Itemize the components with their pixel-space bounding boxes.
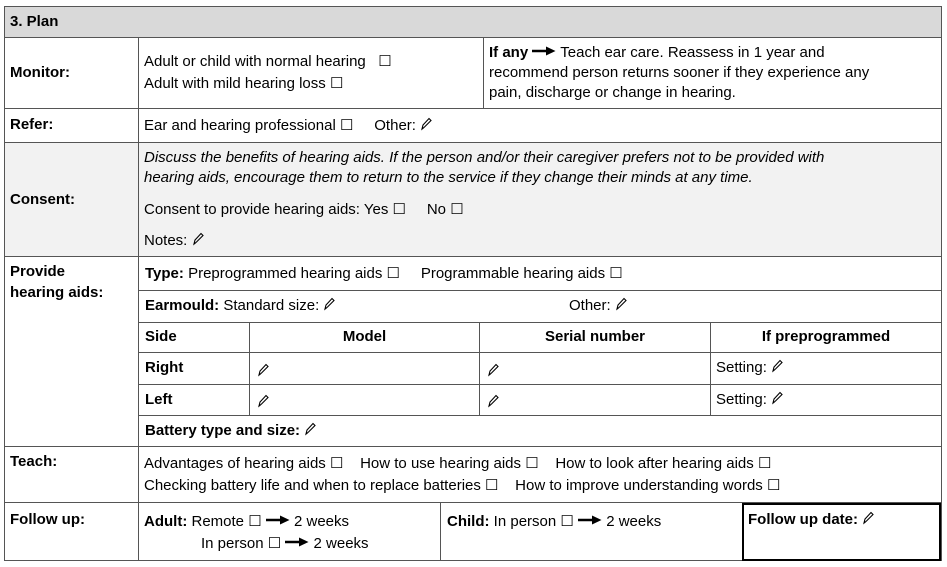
right-setting: Setting: <box>716 359 783 377</box>
pencil-icon[interactable] <box>487 394 499 408</box>
checkbox[interactable]: ☐ <box>766 477 781 494</box>
pencil-icon[interactable] <box>304 422 316 436</box>
checkbox[interactable]: ☐ <box>386 265 400 282</box>
consent-note-line2: hearing aids, encourage them to return to the service if they change their minds at any time. <box>144 169 753 186</box>
checkbox[interactable]: ☐ <box>329 455 344 472</box>
monitor-label: Monitor: <box>10 64 70 81</box>
pencil-icon[interactable] <box>323 297 335 311</box>
checkbox[interactable]: ☐ <box>248 513 262 530</box>
refer-options: Ear and hearing professional ☐ Other: <box>144 117 432 135</box>
right-arrow-icon <box>578 515 602 525</box>
follow-up-label: Follow up: <box>10 511 85 528</box>
checkbox[interactable]: ☐ <box>560 513 574 530</box>
checkbox[interactable]: ☐ <box>267 535 282 552</box>
earmould-row: Earmould: Standard size: <box>145 297 335 315</box>
column-header-if-preprogrammed: If preprogrammed <box>761 328 891 345</box>
right-arrow-icon <box>266 515 290 525</box>
checkbox-yes[interactable]: ☐ <box>392 201 406 218</box>
column-header-side: Side <box>145 328 177 345</box>
row-side-right: Right <box>145 359 184 376</box>
monitor-option-normal-hearing: Adult or child with normal hearing ☐ <box>144 53 392 70</box>
consent-question: Consent to provide hearing aids: Yes ☐ No ☐ <box>144 201 464 218</box>
monitor-if-any-line1: If any Teach ear care. Reassess in 1 year and <box>489 44 825 61</box>
pencil-icon[interactable] <box>771 359 783 373</box>
left-setting: Setting: <box>716 391 783 409</box>
follow-up-date: Follow up date: <box>748 511 874 529</box>
follow-up-adult-in-person: In person ☐ 2 weeks <box>201 535 369 552</box>
pencil-icon[interactable] <box>257 394 269 408</box>
row-side-left: Left <box>145 391 173 408</box>
column-header-serial-number: Serial number <box>544 328 646 345</box>
checkbox-no[interactable]: ☐ <box>450 201 464 218</box>
teach-line2: Checking battery life and when to replace batteries ☐ How to improve understanding words ☐ <box>144 477 781 494</box>
checkbox[interactable]: ☐ <box>339 117 354 134</box>
battery-row: Battery type and size: <box>145 422 316 440</box>
pencil-icon[interactable] <box>771 391 783 405</box>
checkbox[interactable]: ☐ <box>329 75 344 92</box>
pencil-icon[interactable] <box>862 511 874 525</box>
refer-label: Refer: <box>10 116 54 133</box>
teach-line1: Advantages of hearing aids ☐ How to use hearing aids ☐ How to look after hearing aids ☐ <box>144 455 772 472</box>
pencil-icon[interactable] <box>257 363 269 377</box>
follow-up-adult-remote: Adult: Remote ☐ 2 weeks <box>144 513 350 530</box>
pencil-icon[interactable] <box>487 363 499 377</box>
checkbox[interactable]: ☐ <box>525 455 539 472</box>
earmould-other: Other: <box>569 297 627 315</box>
checkbox[interactable]: ☐ <box>757 455 772 472</box>
follow-up-child: Child: In person ☐ 2 weeks <box>447 513 662 530</box>
checkbox[interactable]: ☐ <box>378 53 392 70</box>
provide-label-line2: hearing aids: <box>10 284 104 301</box>
checkbox[interactable]: ☐ <box>485 477 499 494</box>
monitor-option-mild-loss: Adult with mild hearing loss ☐ <box>144 75 344 92</box>
provide-label-line1: Provide <box>10 263 66 280</box>
pencil-icon[interactable] <box>420 117 432 131</box>
consent-note-line1: Discuss the benefits of hearing aids. If the person and/or their caregiver prefers not to be provided with <box>144 149 825 166</box>
consent-label: Consent: <box>10 191 75 208</box>
pencil-icon[interactable] <box>192 232 204 246</box>
pencil-icon[interactable] <box>615 297 627 311</box>
checkbox[interactable]: ☐ <box>609 265 623 282</box>
consent-notes: Notes: <box>144 232 204 250</box>
teach-label: Teach: <box>10 453 58 470</box>
column-header-model: Model <box>342 328 387 345</box>
right-arrow-icon <box>532 46 556 56</box>
type-row: Type: Preprogrammed hearing aids ☐ Programmable hearing aids ☐ <box>145 265 623 282</box>
monitor-if-any-line3: pain, discharge or change in hearing. <box>489 84 736 101</box>
right-arrow-icon <box>285 537 309 547</box>
section-title: 3. Plan <box>10 13 59 30</box>
monitor-if-any-line2: recommend person returns sooner if they experience any <box>489 64 870 81</box>
